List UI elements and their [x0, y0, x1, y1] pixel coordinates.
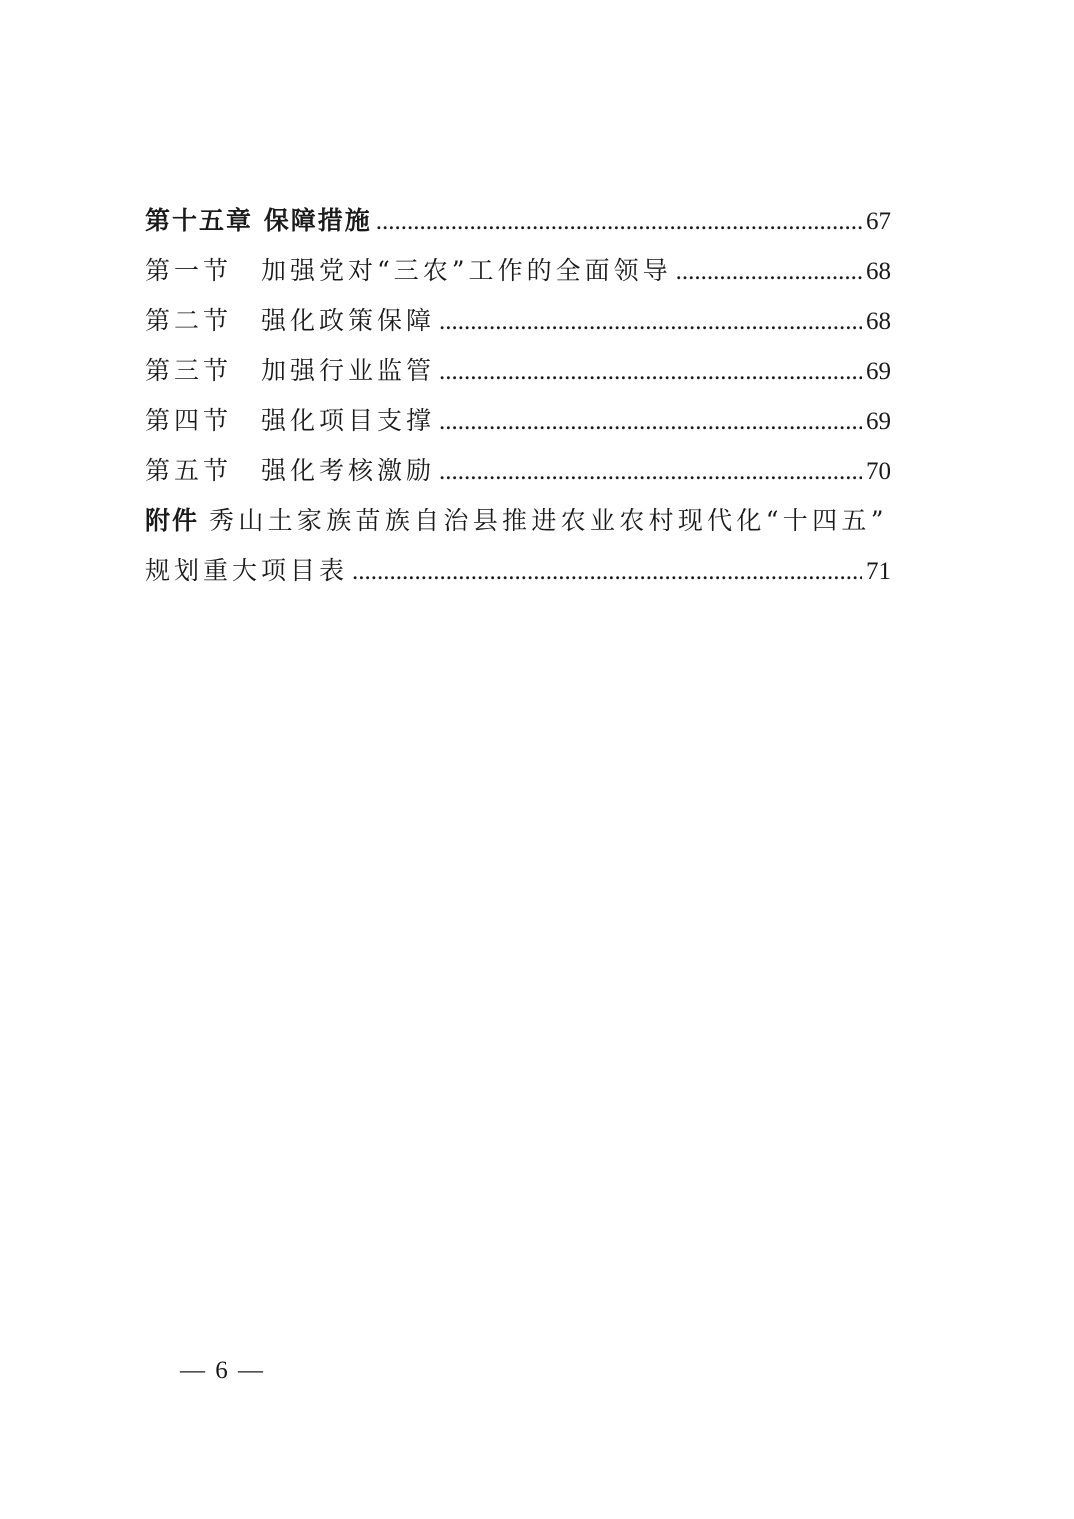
toc-section-4[interactable]: [145, 396, 891, 446]
toc-page-number: 68: [866, 258, 891, 285]
toc-chapter-15[interactable]: [145, 196, 891, 246]
appendix-title-line-1: [145, 496, 891, 546]
table-of-contents: [145, 196, 891, 596]
appendix-title-part-2: 规划重大项目表: [145, 556, 349, 585]
dot-leader: [439, 447, 862, 497]
toc-section-2[interactable]: [145, 296, 891, 346]
toc-entry-label: 第十五章 保障措施: [145, 206, 372, 235]
toc-entry-label: 第一节 加强党对“三农”工作的全面领导: [145, 256, 672, 285]
dot-leader: [439, 297, 862, 347]
toc-page-number: 67: [866, 208, 891, 235]
appendix-title-line-2: [145, 546, 891, 596]
toc-page-number: 70: [866, 458, 891, 485]
toc-appendix[interactable]: [145, 496, 891, 596]
toc-section-5[interactable]: [145, 446, 891, 496]
toc-section-3[interactable]: [145, 346, 891, 396]
toc-section-1[interactable]: [145, 246, 891, 296]
appendix-prefix: 附件: [145, 506, 200, 535]
dot-leader: [376, 197, 862, 247]
toc-entry-label: 第二节 强化政策保障: [145, 306, 436, 335]
toc-page-number: 69: [866, 358, 891, 385]
toc-entry-label: 第五节 强化考核激励: [145, 456, 436, 485]
toc-page-number: 68: [866, 308, 891, 335]
page-number-footer: — 6 —: [180, 1357, 265, 1384]
toc-page-number: 71: [866, 558, 891, 585]
appendix-title-part-1: 秀山土家族苗族自治县推进农业农村现代化“十四五”: [209, 506, 888, 535]
dot-leader: [676, 247, 862, 297]
dot-leader: [352, 547, 862, 597]
toc-entry-label: 第四节 强化项目支撑: [145, 406, 436, 435]
dot-leader: [439, 397, 862, 447]
dot-leader: [439, 347, 862, 397]
toc-page-number: 69: [866, 408, 891, 435]
toc-entry-label: 第三节 加强行业监管: [145, 356, 436, 385]
